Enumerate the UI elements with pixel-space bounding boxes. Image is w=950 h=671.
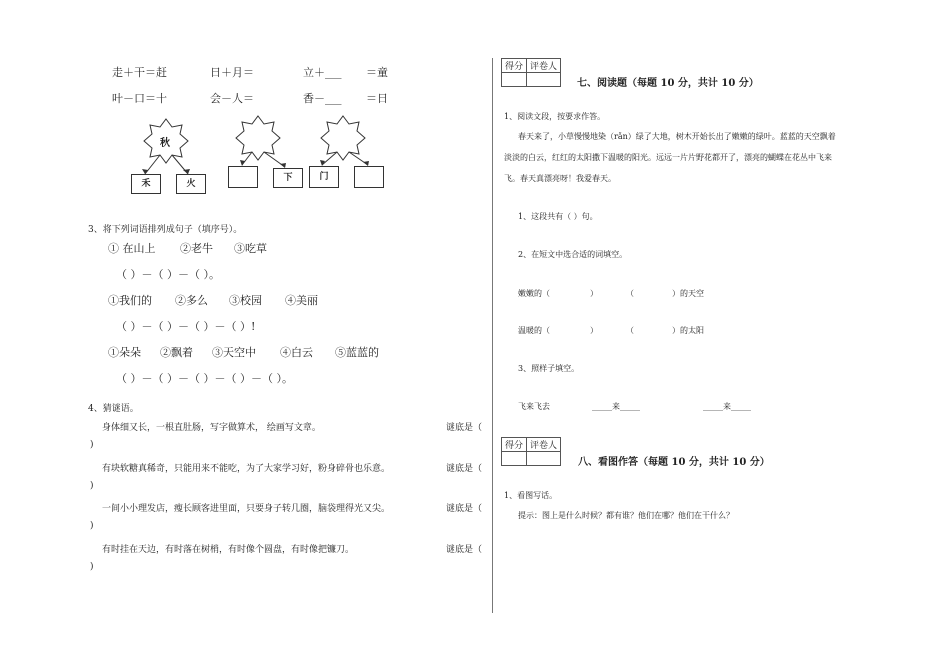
char-math-2d: ＝日 (366, 92, 388, 105)
riddle-2-text: 有块软糖真稀奇，只能用来不能吃，为了大家学习好，粉身碎骨也乐意。 (102, 464, 391, 474)
q3-g3-w4: ④白云 (280, 346, 313, 359)
q3-g2-w2: ②多么 (175, 294, 208, 307)
q3-g2-w1: ①我们的 (108, 294, 152, 307)
fill1-b: ） (590, 289, 598, 298)
fill2-b: ） (590, 326, 598, 335)
score-table-sec8 (501, 437, 561, 466)
q3-g3-blanks[interactable]: （ ）－（ ）－（ ）－（ ）－（ ）。 (116, 372, 293, 385)
pattern-blank-1[interactable]: _____来_____ (592, 402, 640, 411)
riddle-1-answer[interactable]: 谜底是（ (446, 423, 483, 433)
q4-title: 4、猜谜语。 (88, 404, 139, 414)
char-box-blank-1[interactable] (228, 166, 258, 188)
star-center-1: 秋 (160, 138, 170, 149)
riddle-3-text: 一间小小理发店，瘦长顾客进里面，只要身子转几圈，脑袋理得光又尖。 (102, 504, 391, 514)
star-shape-3 (321, 116, 365, 160)
q3-g1-blanks[interactable]: （ ）－（ ）－（ ）。 (116, 268, 220, 281)
q3-g1-w2: ②老牛 (180, 242, 213, 255)
star-shape-2 (236, 116, 280, 160)
riddle-2-answer[interactable]: 谜底是（ (446, 464, 483, 474)
sub2: 2、在短文中选合适的词填空。 (518, 250, 628, 259)
q3-g1-w1: ① 在山上 (108, 242, 156, 255)
char-math-2b: 会－人＝ (210, 92, 254, 105)
char-math-2c: 香－___ (303, 92, 342, 105)
fill2-d: ）的太阳 (672, 326, 704, 335)
char-math-1b: 日＋月＝ (210, 66, 254, 79)
q3-g1-w3: ③吃草 (234, 242, 267, 255)
sub3: 3、照样子填空。 (518, 364, 580, 373)
riddle-3-answer[interactable]: 谜底是（ (446, 504, 483, 514)
q3-g2-blanks[interactable]: （ ）－（ ）－（ ）－（ ）! (116, 320, 256, 333)
sec7-q1: 1、阅读文段，按要求作答。 (504, 112, 606, 121)
sec7-title: 七、阅读题（每题 10 分，共计 10 分） (577, 78, 759, 89)
char-math-1a: 走＋干＝赶 (112, 66, 167, 79)
riddle-2-close: ) (90, 481, 94, 491)
passage-line-3: 飞。春天真漂亮呀！我爱春天。 (504, 174, 616, 183)
char-box-men[interactable]: 门 (309, 166, 339, 188)
sec8-title: 八、看图作答（每题 10 分，共计 10 分） (578, 457, 770, 468)
q3-g3-w1: ①朵朵 (108, 346, 141, 359)
grader-label: 评卷人 (527, 438, 561, 452)
char-box-huo[interactable]: 火 (176, 174, 206, 194)
passage-line-2: 淡淡的白云，红红的太阳撒下温暖的阳光。远远一片片野花都开了，漂亮的蝴蝶在花丛中飞来 (504, 153, 832, 162)
fill1-c[interactable]: （ (626, 289, 634, 298)
char-box-blank-2[interactable] (354, 166, 384, 188)
riddle-1-text: 身体细又长，一根直肚肠，写字做算术， 绘画写文章。 (102, 423, 321, 433)
fill2-c[interactable]: （ (626, 326, 634, 335)
sec8-q1: 1、看图写话。 (504, 491, 558, 500)
char-math-2a: 叶－口＝十 (112, 92, 167, 105)
q3-g3-w2: ②飘着 (160, 346, 193, 359)
score-label: 得分 (502, 59, 527, 73)
riddle-4-answer[interactable]: 谜底是（ (446, 545, 483, 555)
fill2-a[interactable]: 温暖的（ (518, 326, 550, 335)
q3-title: 3、将下列词语排列成句子（填序号）。 (88, 225, 243, 235)
sec8-hint: 提示：图上是什么时候？都有谁？他们在哪？他们在干什么？ (518, 511, 734, 520)
fill1-a[interactable]: 嫩嫩的（ (518, 289, 550, 298)
grader-label: 评卷人 (527, 59, 561, 73)
q3-g2-w3: ③校园 (229, 294, 262, 307)
score-cell[interactable] (502, 73, 527, 87)
riddle-4-close: ) (90, 562, 94, 572)
riddle-4-text: 有时挂在天边，有时落在树梢，有时像个圆盘，有时像把镰刀。 (102, 545, 355, 555)
char-box-he[interactable]: 禾 (131, 174, 161, 194)
riddle-1-close: ) (90, 440, 94, 450)
char-box-xia[interactable]: 下 (273, 168, 303, 188)
sub1[interactable]: 1、这段共有（ ）句。 (518, 212, 598, 221)
char-math-1d: ＝童 (366, 66, 388, 79)
riddle-3-close: ) (90, 521, 94, 531)
score-table-sec7 (501, 58, 561, 87)
q3-g3-w3: ③天空中 (212, 346, 256, 359)
fill1-d: ）的天空 (672, 289, 704, 298)
score-cell[interactable] (502, 452, 527, 466)
pattern-blank-2[interactable]: _____来_____ (703, 402, 751, 411)
passage-line-1: 春天来了，小草慢慢地染（rǎn）绿了大地，树木开始长出了嫩嫩的绿叶。蓝蓝的天空飘着 (518, 132, 836, 141)
char-math-1c: 立＋___ (303, 66, 342, 79)
q3-g2-w4: ④美丽 (285, 294, 318, 307)
q3-g3-w5: ⑤蓝蓝的 (335, 346, 379, 359)
grader-cell[interactable] (527, 73, 561, 87)
score-label: 得分 (502, 438, 527, 452)
grader-cell[interactable] (527, 452, 561, 466)
example-phrase: 飞来飞去 (518, 402, 550, 411)
